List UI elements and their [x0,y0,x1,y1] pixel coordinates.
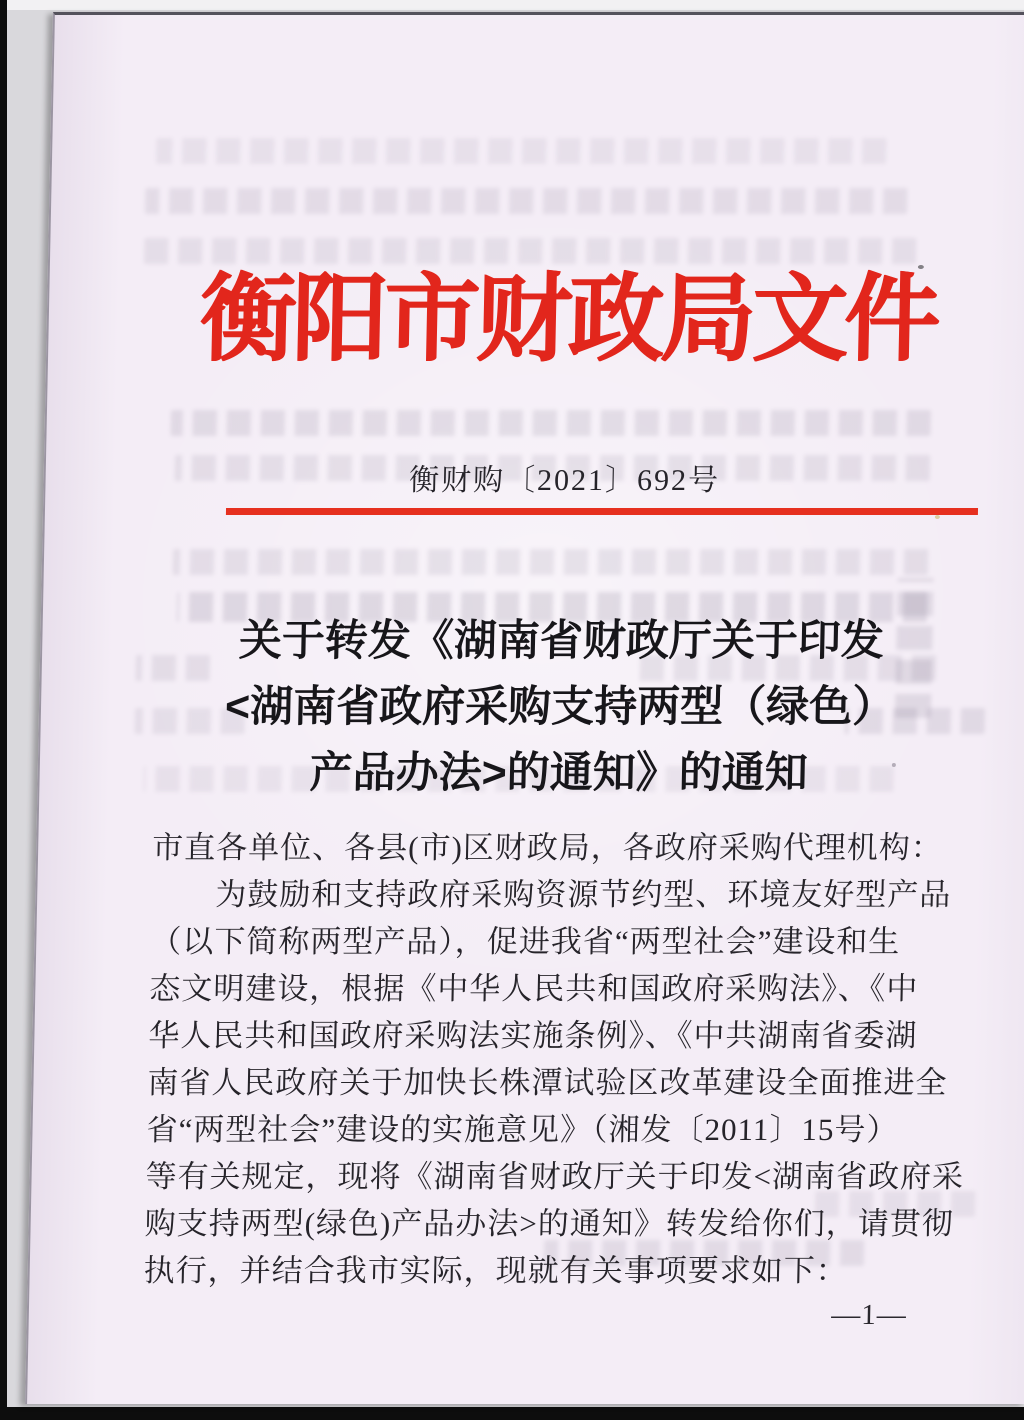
red-separator-rule [225,508,977,515]
page-number: —1— [831,1299,908,1331]
salutation-line: 市直各单位、各县(市)区财政局，各政府采购代理机构： [151,830,944,865]
body-line: 执行，并结合我市实际，现就有关事项要求如下： [143,1253,849,1288]
document-body [143,824,965,1294]
body-line: 华人民共和国政府采购法实施条例》、《中共湖南省委湖 [148,1018,918,1053]
bleed-through-ghost-line [156,138,887,164]
paper-sheet [25,12,1024,1404]
body-line: 为鼓励和支持政府采购资源节约型、环境友好型产品 [214,877,952,912]
body-line: 南省人民政府关于加快长株潭试验区改革建设全面推进全 [147,1065,948,1100]
masthead-title: 衡阳市财政局文件 [198,266,937,373]
document-number: 衡财购〔2021〕692号 [408,464,721,497]
page-content [22,268,1024,1420]
body-line: （以下简称两型产品），促进我省“两型社会”建设和生 [149,924,901,959]
body-line: 省“两型社会”建设的实施意见》（湘发〔2011〕15号） [146,1112,899,1147]
document-title-line: 产品办法>的通知》的通知 [309,749,809,797]
document-title [153,608,967,806]
bleed-through-ghost-line [144,238,917,264]
bleed-through-ghost-line [145,188,908,214]
document-title-line: 关于转发《湖南省财政厅关于印发 [238,617,885,665]
body-line: 态文明建设，根据《中华人民共和国政府采购法》、《中 [149,971,919,1006]
document-title-line: <湖南省政府采购支持两型（绿色） [224,683,896,731]
body-line: 购支持两型(绿色)产品办法>的通知》转发给你们，请贯彻 [144,1206,955,1241]
body-line: 等有关规定，现将《湖南省财政厅关于印发<湖南省政府采 [145,1159,965,1194]
